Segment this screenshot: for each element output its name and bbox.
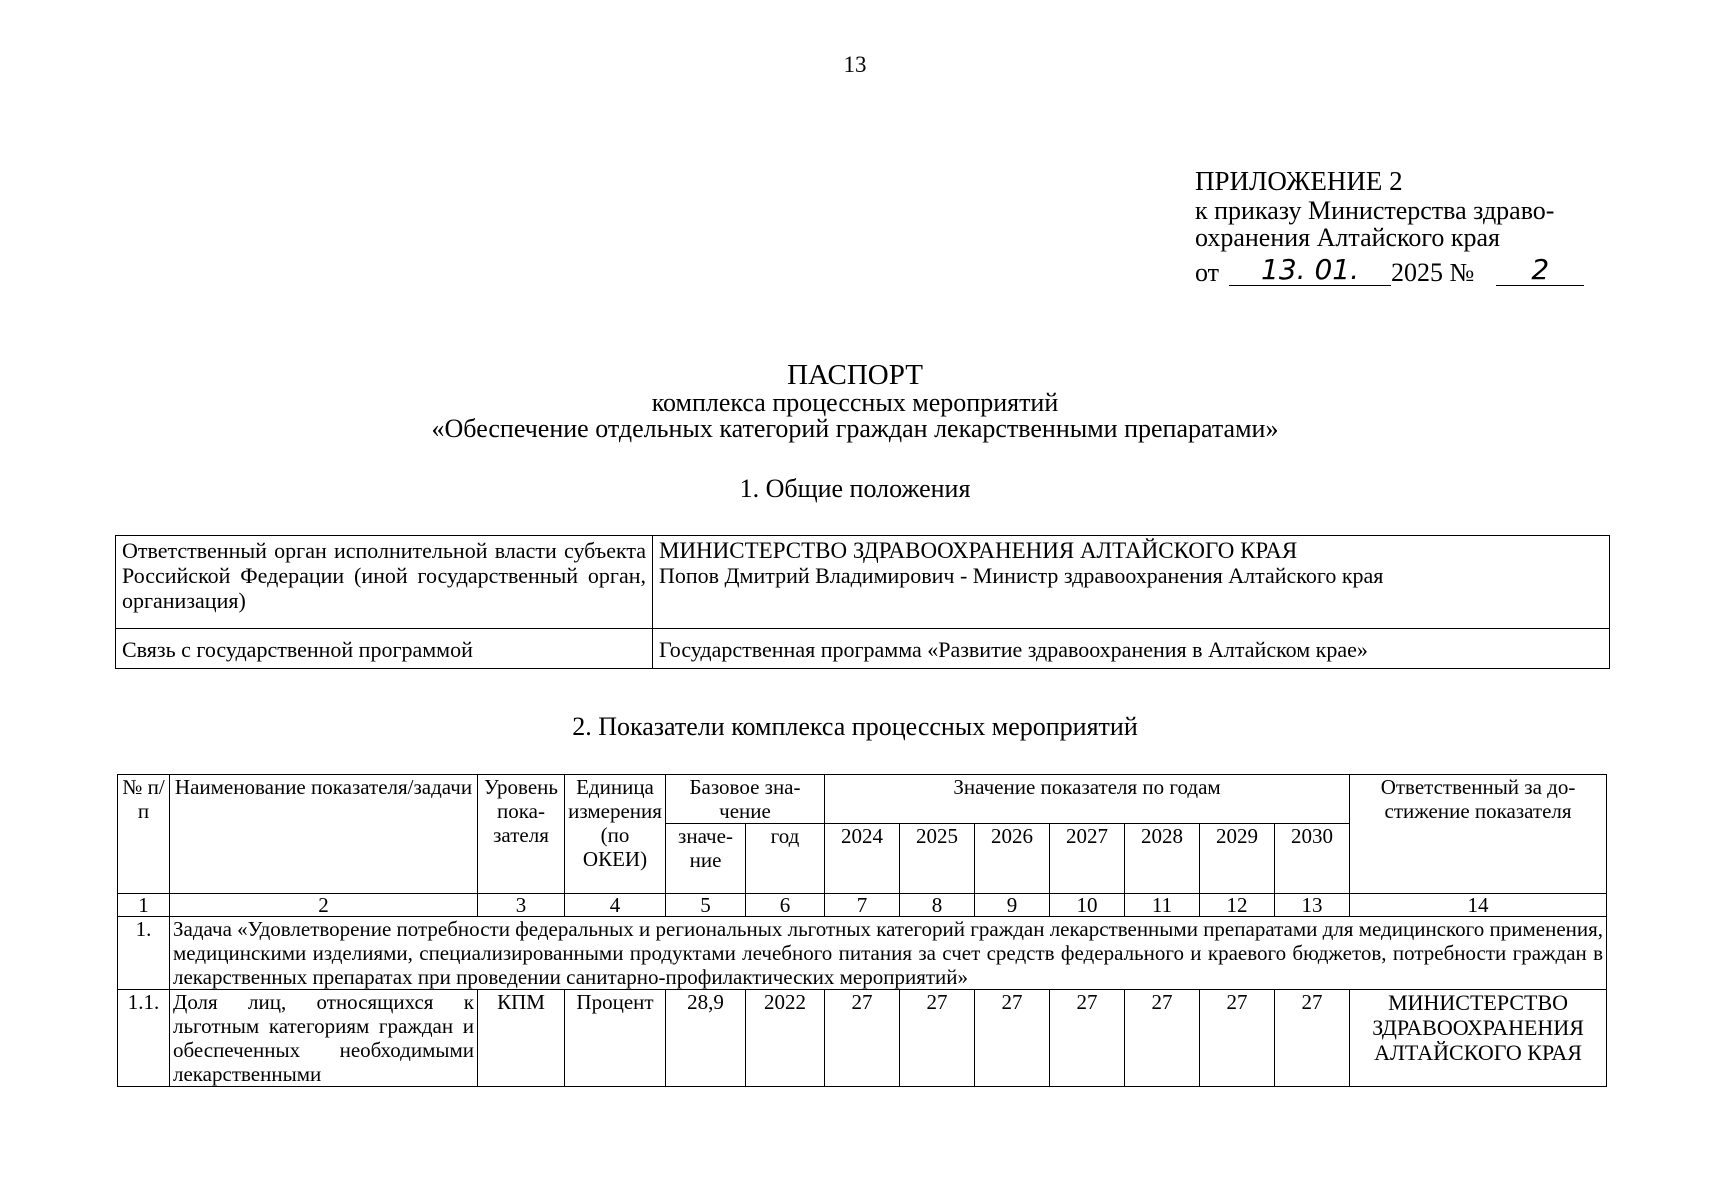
handwritten-date: 13. 01. <box>1229 255 1391 286</box>
header-by-years: Значение показателя по годам <box>825 775 1350 824</box>
task-row <box>118 917 1607 990</box>
column-index: 13 <box>1275 894 1350 917</box>
table-row <box>118 990 1607 1087</box>
section-2-title: 2. Показатели комплекса процессных мероприятий <box>572 712 1138 741</box>
program-link-value: Государственная программа «Развитие здравоохранения в Алтайском крае» <box>653 629 1610 669</box>
task-text: Задача «Удовлетворение потребности федеральных и региональных льготных категорий граждан лекарственными препаратами для медицинского применения, медицинскими изделиями, специализированными продуктами лечебного питания за счет средств федерального и краевого бюджетов, потребности граждан в лекарственных препаратах при проведении санитарно-профилактических мероприятий» <box>170 917 1607 990</box>
column-index: 1 <box>118 894 170 917</box>
column-index: 10 <box>1050 894 1125 917</box>
table-row <box>116 629 1610 669</box>
value-2026: 27 <box>975 990 1050 1087</box>
value-2028: 27 <box>1125 990 1200 1087</box>
header-year-2025: 2025 <box>900 824 975 894</box>
header-base-year: год <box>746 824 825 894</box>
header-num: № п/п <box>118 775 170 894</box>
column-index: 2 <box>170 894 478 917</box>
indicator-level: КПМ <box>478 990 565 1087</box>
column-index: 9 <box>975 894 1050 917</box>
section-1-title: 1. Общие положения <box>739 474 971 503</box>
handwritten-order-number: 2 <box>1496 255 1584 286</box>
order-year: 2025 № <box>1391 258 1475 287</box>
header-unit: Единица измерения (по ОКЕИ) <box>565 775 666 894</box>
appendix-line-2: охранения Алтайского края <box>1195 223 1501 252</box>
header-responsible: Ответственный за достижение показателя <box>1350 775 1607 894</box>
value-2025: 27 <box>900 990 975 1087</box>
appendix-line-1: к приказу Министерства здраво- <box>1195 196 1555 225</box>
column-index: 3 <box>478 894 565 917</box>
row-num: 1.1. <box>118 990 170 1087</box>
appendix-block <box>1195 168 1635 286</box>
base-year: 2022 <box>746 990 825 1087</box>
appendix-title: ПРИЛОЖЕНИЕ 2 <box>1195 166 1403 196</box>
responsible-body-label: Ответственный орган исполнительной власти субъекта Российской Федерации (иной государственный орган, организация) <box>116 536 653 629</box>
column-index: 7 <box>825 894 900 917</box>
header-base: Базовое значение <box>666 775 825 824</box>
column-index: 5 <box>666 894 746 917</box>
base-value: 28,9 <box>666 990 746 1087</box>
passport-name: «Обеспечение отдельных категорий граждан лекарственными препаратами» <box>431 414 1279 443</box>
column-index: 8 <box>900 894 975 917</box>
ministry-name: МИНИСТЕРСТВО ЗДРАВООХРАНЕНИЯ АЛТАЙСКОГО КРАЯ <box>659 538 1298 563</box>
header-year-2028: 2028 <box>1125 824 1200 894</box>
passport-heading <box>0 360 1710 442</box>
header-level: Уровень показателя <box>478 775 565 894</box>
header-year-2029: 2029 <box>1200 824 1275 894</box>
general-provisions-table <box>115 535 1610 669</box>
passport-title: ПАСПОРТ <box>787 359 923 391</box>
header-year-2026: 2026 <box>975 824 1050 894</box>
column-index-row <box>118 894 1607 917</box>
column-index: 6 <box>746 894 825 917</box>
column-index: 4 <box>565 894 666 917</box>
header-base-value: значение <box>666 824 746 894</box>
task-num: 1. <box>118 917 170 990</box>
program-link-label: Связь с государственной программой <box>116 629 653 669</box>
value-2027: 27 <box>1050 990 1125 1087</box>
column-index: 12 <box>1200 894 1275 917</box>
passport-subtitle: комплекса процессных мероприятий <box>651 388 1059 417</box>
header-row <box>118 775 1607 824</box>
header-name: Наименование показателя/задачи <box>170 775 478 894</box>
date-prefix: от <box>1195 258 1220 287</box>
value-2029: 27 <box>1200 990 1275 1087</box>
value-2024: 27 <box>825 990 900 1087</box>
indicator-name: Доля лиц, относящихся к льготным категориям граждан и обеспеченных необходимыми лекарственными <box>170 990 478 1087</box>
order-date-line <box>1195 255 1635 286</box>
column-index: 11 <box>1125 894 1200 917</box>
table-row <box>116 536 1610 629</box>
indicator-unit: Процент <box>565 990 666 1087</box>
page-number: 13 <box>843 52 867 77</box>
header-year-2024: 2024 <box>825 824 900 894</box>
responsible-org: МИНИСТЕРСТВО ЗДРАВООХРАНЕНИЯ АЛТАЙСКОГО КРАЯ <box>1350 990 1607 1087</box>
header-year-2027: 2027 <box>1050 824 1125 894</box>
value-2030: 27 <box>1275 990 1350 1087</box>
column-index: 14 <box>1350 894 1607 917</box>
indicators-table <box>117 774 1607 1087</box>
minister-name: Попов Дмитрий Владимирович - Министр здравоохранения Алтайского края <box>659 563 1384 588</box>
responsible-body-value <box>653 536 1610 629</box>
header-year-2030: 2030 <box>1275 824 1350 894</box>
